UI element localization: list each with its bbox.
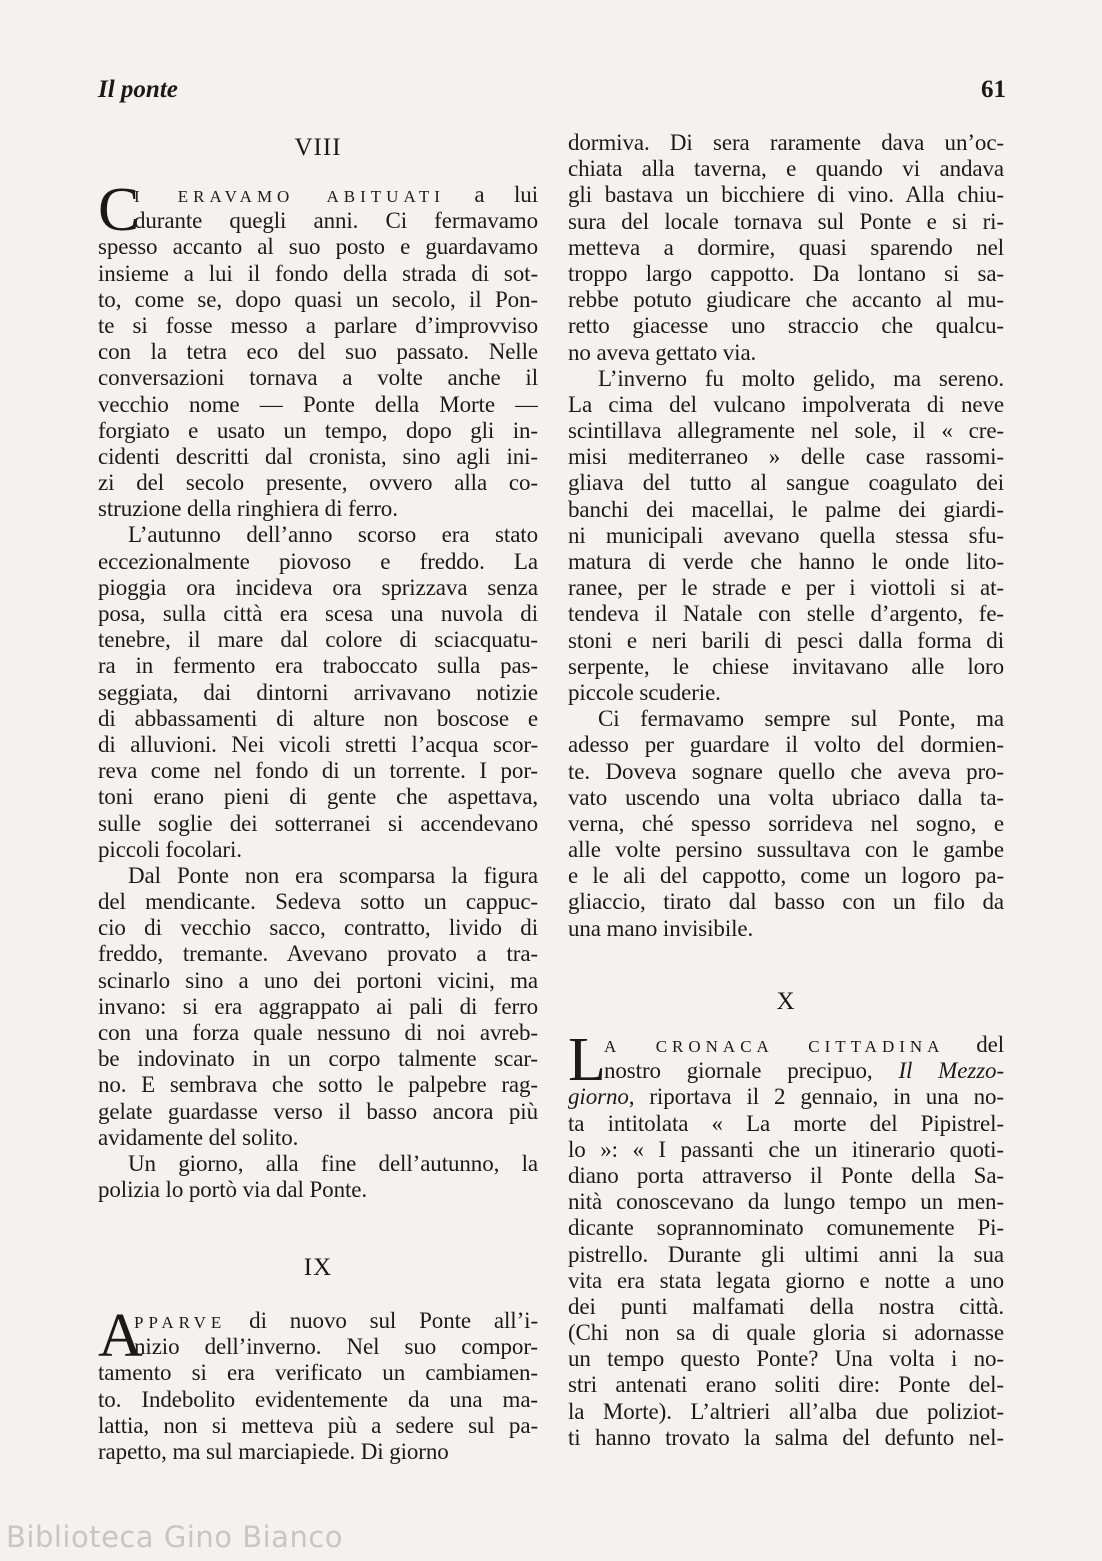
text-line: ni municipali avevano quella stessa sfu- [568,522,1004,548]
text-line: spesso accanto al suo posto e guardavamo [98,234,538,260]
paragraph [98,1302,538,1465]
text-line: durante quegli anni. Ci fermavamo [134,208,538,234]
text-line: be indovinato in un corpo talmente scar- [98,1046,538,1072]
text-line: tenebre, il mare dal colore di sciacquatu- [98,627,538,653]
text-line: di alluvioni. Nei vicoli stretti l’acqua scor- [98,731,538,757]
text-line: ra in fermento era traboccato sulla pas- [98,653,538,679]
text-line: no aveva gettato via. [568,339,757,365]
text-line: scinarlo sino a uno dei portoni vicini, ma [98,967,538,993]
text-line: dicante soprannominato comunemente Pi- [568,1215,1004,1241]
text-line: tamento si era verificato un cambiamen- [98,1360,538,1386]
section-ix-body [98,1302,538,1465]
text-line: rebbe potuto giudicare che accanto al mu- [568,287,1004,313]
text-line: pistrello. Durante gli ultimi anni la sua [568,1241,1004,1267]
text-line: Un giorno, alla fine dell’autunno, la [128,1150,538,1176]
text-line: banchi dei macellai, le palme dei giardi- [568,496,1004,522]
drop-cap-a: A [98,1302,143,1370]
text-line: reva come nel fondo di un torrente. I por- [98,758,538,784]
text-line: del mendicante. Sedeva sotto un cappuc- [98,889,538,915]
text-line: adesso per guardare il volto del dormien- [568,732,1004,758]
text-line: freddo, tremante. Avevano provato a tra- [98,941,538,967]
lead-smallcaps: A CRONACA CITTADINA [604,1037,945,1056]
page-number: 61 [981,76,1006,103]
text-line: no. E sembrava che sotto le palpebre rag- [98,1072,538,1098]
text-line: stoni e neri barili di pesci dalla forma di [568,627,1004,653]
running-title: Il ponte [98,76,178,103]
text-line: struzione della ringhiera di ferro. [98,496,398,522]
text-line: insieme a lui il fondo della strada di sot- [98,260,538,286]
text-line: te. Doveva sognare quello che aveva pro- [568,758,1004,784]
text-line: sura del locale tornava sul Ponte e si ri- [568,208,1004,234]
text-line: piccole scuderie. [568,679,721,705]
text-line: scintillava allegramente nel sole, il « cre- [568,418,1004,444]
text-line: di abbassamenti di alture non boscose e [98,705,538,731]
text-line: vato uscendo una volta ubriaco dalla ta- [568,784,1004,810]
chapter-heading-x: X [776,988,796,1015]
text-line: retto giacesse uno straccio che qualcu- [568,313,1004,339]
text-line: serpente, le chiese invitavano alle loro [568,653,1004,679]
text-line: la Morte). L’altrieri all’alba due poliziot- [568,1398,1004,1424]
text-line: dei punti malfamati della nostra città. [568,1293,1004,1319]
text-line: L’autunno dell’anno scorso era stato [128,522,538,548]
text-line: dormiva. Di sera raramente dava un’oc- [568,130,1004,155]
text-line: verna, ché spesso sorrideva nel sogno, e [568,810,1004,836]
paragraph [568,366,1004,706]
text-span: del [944,1032,1004,1057]
text-line [98,182,538,208]
text-line: gliava del tutto al sangue coagulato dei [568,470,1004,496]
text-line [98,1308,538,1334]
paragraph [568,706,1004,942]
text-line: matura di verde che hanno le onde lito- [568,549,1004,574]
text-line: nità conoscevano da lungo tempo un men- [568,1189,1004,1215]
text-span: a lui [444,182,538,207]
chapter-heading-viii: VIII [294,134,342,161]
text-line [568,1084,1004,1110]
text-line: toni erano pieni di gente che aspettava, [98,784,538,810]
paragraph [98,863,538,1151]
text-line: con una forza quale nessuno di noi avreb- [98,1020,538,1045]
text-line: gliaccio, tirato dal basso con un filo da [568,889,1004,915]
text-line: seggiata, dai dintorni arrivavano notizie [98,679,538,705]
text-line: pioggia ora incideva ora sprizzava senza [98,574,538,600]
text-line: gli bastava un bicchiere di vino. Alla chiu- [568,182,1004,208]
text-line: cidenti descritti dal cronista, sino agli ini- [98,443,538,469]
lead-smallcaps: I ERAVAMO ABITUATI [134,187,445,206]
section-ix-continued [568,130,1004,942]
text-line: L’inverno fu molto gelido, ma sereno. [598,365,1004,391]
chapter-heading-ix: IX [303,1254,333,1281]
text-line: forgiato e usato un tempo, dopo gli in- [98,417,538,443]
text-line: ranee, per le strade e per i viottoli si at- [568,575,1004,601]
text-line: (Chi non sa di quale gloria si adornasse [568,1320,1004,1346]
lead-smallcaps: PPARVE [134,1313,227,1332]
newspaper-title: Il Mezzo- [898,1058,1004,1084]
text-line: e le ali del cappotto, come un logoro pa- [568,863,1004,889]
text-line: un tempo questo Ponte? Una volta i no- [568,1346,1004,1372]
text-line: misi mediterraneo » delle case rassomi- [568,444,1004,470]
text-line: te si fosse messo a parlare d’improvviso [98,312,538,338]
text-line: metteva a dormire, quasi sparendo nel [568,234,1004,260]
text-line: Dal Ponte non era scomparsa la figura [128,862,538,888]
text-line: lo »: « I passanti che un itinerario quoti- [568,1136,1004,1162]
text-line: to, come se, dopo quasi un secolo, il Pon- [98,286,538,312]
text-line: La cima del vulcano impolverata di neve [568,391,1004,417]
text-line: conversazioni tornava a volte anche il [98,365,538,391]
text-line: lattia, non si metteva più a sedere sul pa- [98,1412,538,1438]
text-line: invano: si era aggrappato ai pali di ferro [98,993,538,1019]
text-span: , riportava il 2 gennaio, in una no- [628,1084,1004,1110]
text-line: troppo largo cappotto. Da lontano si sa- [568,260,1004,286]
library-watermark: Biblioteca Gino Bianco [6,1520,344,1554]
text-line: rapetto, ma sul marciapiede. Di giorno [98,1438,449,1464]
text-span: nostro giornale precipuo, [604,1058,899,1084]
text-span: di nuovo sul Ponte all’i- [226,1308,538,1333]
text-line: chiata alla taverna, e quando vi andava [568,156,1004,182]
text-line: diano porta attraverso il Ponte della Sa- [568,1162,1004,1188]
drop-cap-l: L [568,1026,606,1094]
text-line: zi del secolo presente, ovvero alla co- [98,470,538,496]
text-line: una mano invisibile. [568,915,754,941]
paragraph [98,522,538,862]
text-line: piccoli focolari. [98,836,242,862]
text-line: vita era stata legata giorno e notte a uno [568,1267,1004,1293]
text-line: polizia lo portò via dal Ponte. [98,1177,368,1203]
paragraph [568,130,1004,366]
text-line: ta intitolata « La morte del Pipistrel- [568,1110,1004,1136]
text-line: con la tetra eco del suo passato. Nelle [98,339,538,365]
text-line: vecchio nome — Ponte della Morte — [98,391,538,417]
text-line [568,1058,1004,1084]
text-line: cio di vecchio sacco, contratto, livido di [98,915,538,941]
text-line: ti hanno trovato la salma del defunto nel- [568,1424,1004,1450]
section-x-body [568,1026,1004,1451]
text-line: to. Indebolito evidentemente da una ma- [98,1386,538,1412]
paragraph [98,176,538,522]
text-line: tendeva il Natale con stelle d’argento, fe- [568,601,1004,627]
text-line: posa, sulla città era scesa una nuvola di [98,601,538,626]
drop-cap-c: C [98,176,140,244]
text-line: Ci fermavamo sempre sul Ponte, ma [598,706,1004,732]
text-line: sulle soglie dei sotterranei si accendevano [98,810,538,836]
section-viii-body [98,176,538,1203]
text-line [568,1032,1004,1058]
text-line: alle volte persino sussultava con le gambe [568,837,1004,863]
text-line: gelate guardasse verso il basso ancora più [98,1098,538,1124]
text-line: avidamente del solito. [98,1124,299,1150]
text-line: nizio dell’inverno. Nel suo compor- [134,1334,538,1360]
paragraph [98,1151,538,1203]
newspaper-title-cont: giorno [568,1084,629,1110]
text-line: stri antenati erano soliti dire: Ponte del- [568,1372,1004,1398]
text-line: eccezionalmente piovoso e freddo. La [98,548,538,574]
